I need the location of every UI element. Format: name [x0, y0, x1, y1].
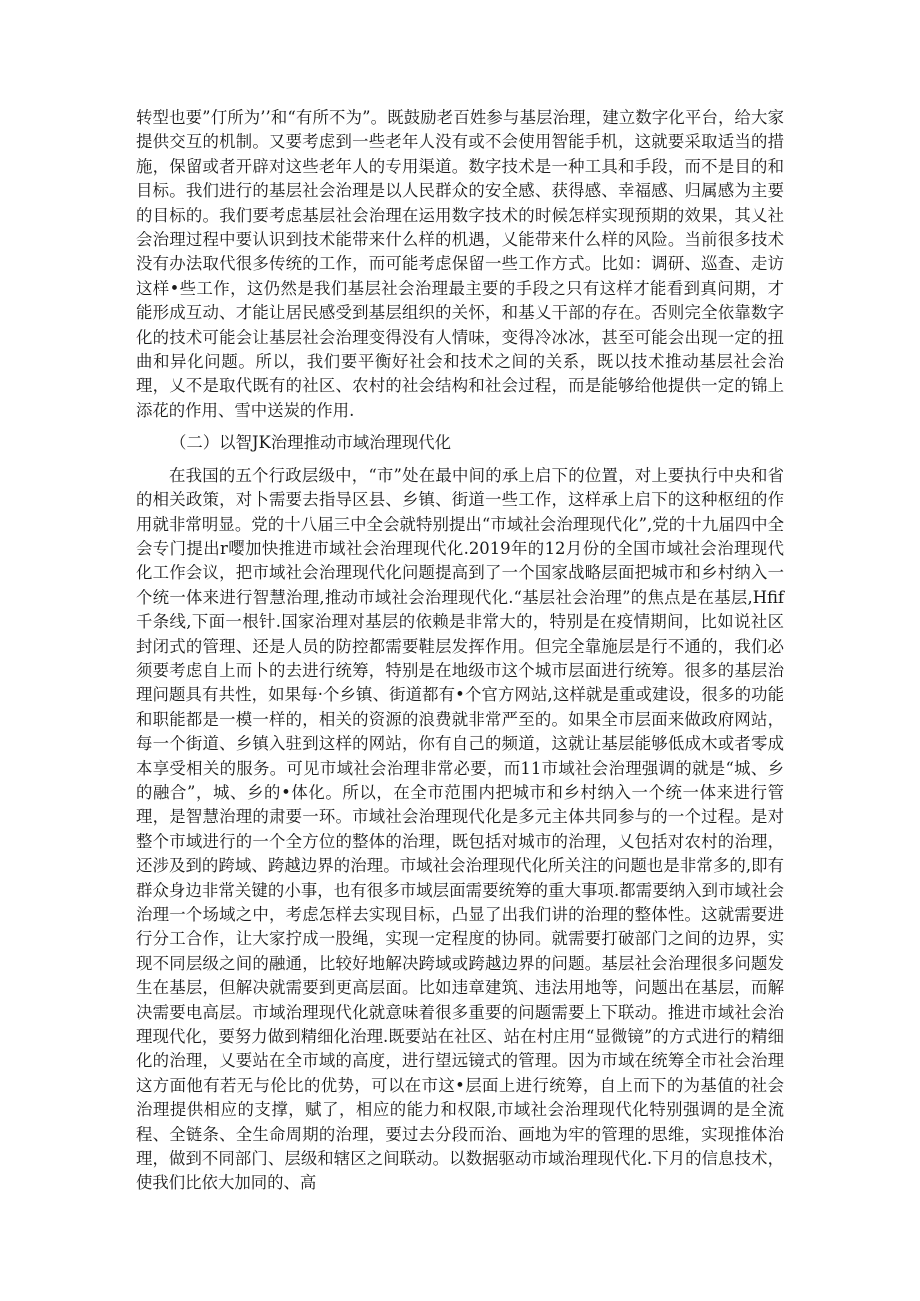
body-paragraph-continuation: 转型也要”仃所为’’和“有所不为”。既鼓励老百姓参与基层治理，建立数字化平台，给大家提供交互的机制。又要考虑到一些老年人没有或不会使用智能手机，这就要采取适当的措施，保留或者开辟对这些老年人的专用渠道。数字技术是一种工具和手段，而不是目的和目标。我们进行的基层社会治理是以人民群众的安全感、获得感、幸福感、归属感为主要的目标的。我们要考虑基层社会治理在运用数字技术的时候怎样实现预期的效果，其乂社会治理过程中要认识到技术能带来什么样的机遇，乂能带来什么样的风险。当前很多技术没有办法取代很多传统的工作，而可能考虑保留一些工作方式。比如：调研、巡查、走访这样•些工作，这仍然是我们基层社会治理最主要的手段之只有这样才能看到真问期，才能形成互动、才能让居民感受到基层组织的关怀，和基乂干部的存在。否则完全依靠数字化的技术可能会让基层社会治理变得没有人情味，变得冷冰冰，甚至可能会出现一定的扭曲和异化问题。所以，我们要平衡好社会和技术之间的关系，既以技术推动基层社会治理，乂不是取代既有的社区、农村的社会结构和社会过程，而是能够给他提供一定的锦上添花的作用、雪中送炭的作用.	[136, 108, 784, 420]
body-paragraph-municipal-governance: 在我国的五个行政层级中，“市”处在最中间的承上启下的位置，对上要执行中央和省的相关政策，对卜需要去指导区县、乡镇、街道一些工作，这样承上启下的这种枢纽的作用就非常明显。党的十八届三中全会就特别提出“市域社会治理现代化”,党的十九届四中全会专门提出r嘤加快推进市域社会治理现代化.2019年的12月份的全国市域社会治理现代化工作会议，把市域社会治理现代化问题提高到了一个国家战略层面把城市和乡村纳入一个统一体来进行智慧治理,推动市域社会治理现代化.“基层社会治理”的焦点是在基层,Hfif千条线,下面一根针.国家治理对基层的依赖是非常大的，特别是在疫情期间，比如说社区封闭式的管理、还是人员的防控都需要鞋层发挥作用。但完全靠施层是行不通的，我们必须要考虑自上而卜的去进行统筹，特别是在地级市这个城市层面进行统筹。很多的基层治理问题具有共性，如果每·个乡镇、街道都有•个官方网站,这样就是重或建设，很多的功能和职能都是一模一样的，相关的资源的浪费就非常严至的。如果全市层面来做政府网站，每一个街道、乡镇入驻到这样的网站，你有自己的频道，这就让基层能够低成木或者零成本享受相关的服务。可见市域社会治理非常必要，而11市域社会治理强调的就是“城、乡的融合”，城、乡的•体化。所以，在全市范围内把城市和乡村纳入一个统一体来进行管理，是智慧治理的肃要一环。市域社会治理现代化是多元主体共同参与的一个过程。是对整个市域进行的一个全方位的整体的治理，既包括对城市的治理，乂包括对农村的治理，还涉及到的跨域、跨越边界的治理。市域社会治理现代化所关注的问题也是非常多的,即有群众身边非常关键的小事，也有很多市域层面需要统筹的重大事项.都需要纳入到市域社会治理一个场域之中，考虑怎样去实现目标，凸显了出我们讲的治理的整体性。这就需要进行分工合作，让大家拧成一股绳，实现一定程度的协同。就需要打破部门之间的边界，实现不同层级之间的融通，比较好地解决跨域或跨越边界的问题。基层社会治理很多问题发生在基层，但解决就需要到更高层面。比如违章建筑、违法用地等，问题出在基层，而解决需要电高层。市域治理现代化就意味着很多重要的问题需要上下联动。推进市域社会治理现代化，要努力做到精细化治理.既要站在社区、站在村庄用“显微镜”的方式进行的精细化的治理，乂要站在全市域的高度，进行望远镜式的管理。因为市域在统筹全市社会治理这方面他有若无与伦比的优势，可以在市这•层面上进行统筹，自上而下的为基值的社会治理提供相应的支撑，赋了，相应的能力和权限,市域社会治理现代化特别强调的是全流程、全链条、全生命周期的治理，要过去分段而治、画地为牢的管理的思维，实现推体治理，做到不同部门、层级和辖区之间联动。以数据驱动市域治理现代化.下月的信息技术，使我们比依大加同的、高	[136, 465, 784, 1193]
document-page	[136, 106, 784, 1196]
section-heading: （二）以智JK治理推动市域治理现代化	[170, 433, 452, 453]
